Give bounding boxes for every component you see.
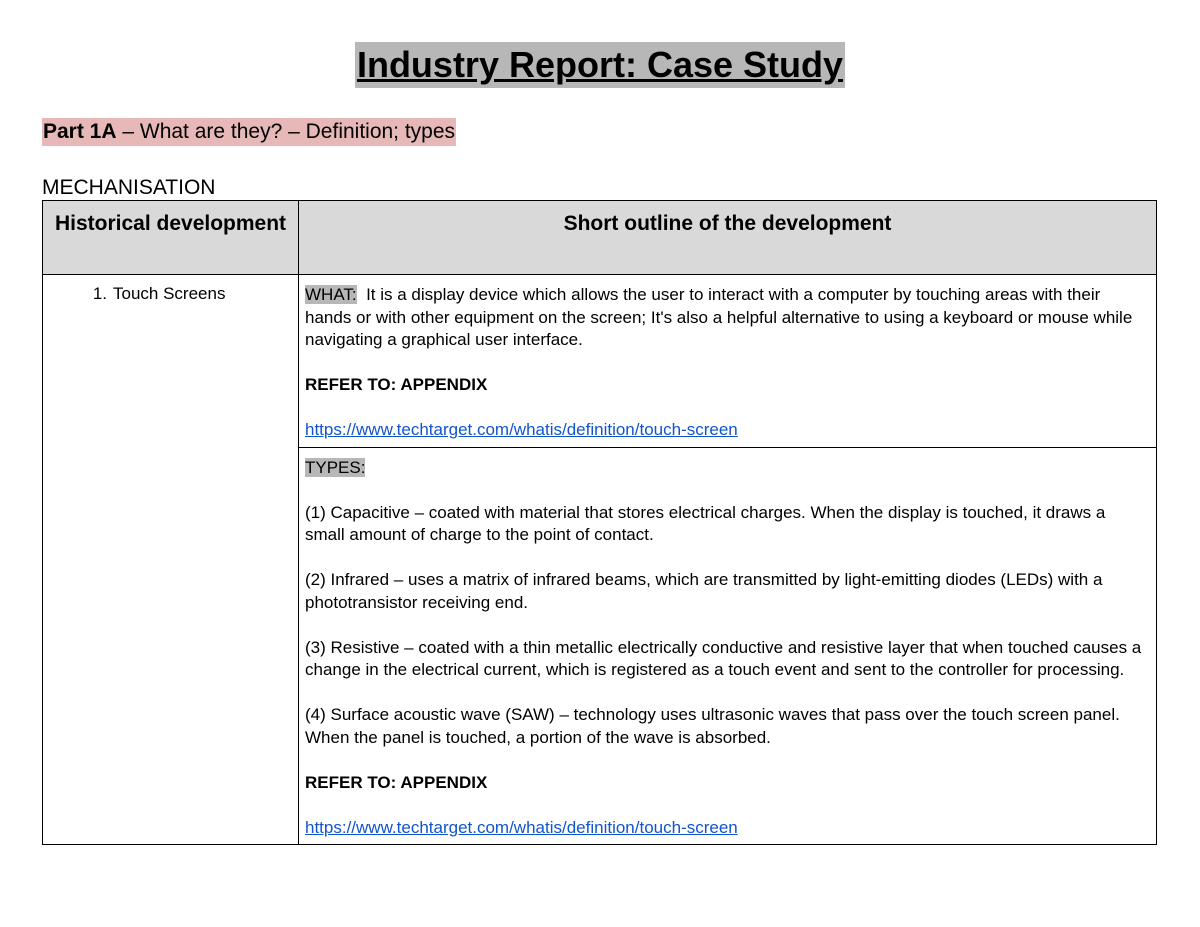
development-table [42, 200, 1157, 845]
what-link-paragraph [305, 419, 1148, 442]
what-prefix: WHAT: [305, 285, 357, 304]
table-header-row [43, 201, 1157, 275]
types-cell [299, 447, 1157, 845]
row-label-cell [43, 275, 299, 845]
what-paragraph [305, 284, 1148, 352]
section-heading: MECHANISATION [42, 176, 216, 199]
header-historical-development: Historical development [43, 201, 299, 275]
what-refer: REFER TO: APPENDIX [305, 375, 488, 394]
list-number: 1. [92, 284, 107, 303]
row-label: Touch Screens [113, 284, 226, 303]
part-label: Part 1A [43, 120, 117, 143]
types-link-paragraph [305, 817, 1148, 840]
type-item-saw: (4) Surface acoustic wave (SAW) – technology uses ultrasonic waves that pass over the touch screen panel. When the panel is touched, a portion of the wave is absorbed. [305, 705, 1120, 747]
type-item-capacitive: (1) Capacitive – coated with material that stores electrical charges. When the display is touched, it draws a small amount of charge to the point of contact. [305, 502, 1106, 544]
part-heading [42, 118, 456, 146]
table-row [43, 275, 1157, 448]
part-description: – What are they? – Definition; types [116, 120, 456, 143]
types-link[interactable]: https://www.techtarget.com/whatis/definition/touch-screen [305, 817, 738, 837]
type-item-infrared: (2) Infrared – uses a matrix of infrared beams, which are transmitted by light-emitting diodes (LEDs) with a phototransistor receiving end. [305, 570, 1103, 612]
types-refer: REFER TO: APPENDIX [305, 772, 488, 792]
type-item-resistive: (3) Resistive – coated with a thin metallic electrically conductive and resistive layer that when touched causes a change in the electrical current, which is registered as a touch event and sent to the controller for processing. [305, 637, 1142, 679]
title-wrapper [0, 42, 1200, 88]
header-short-outline: Short outline of the development [299, 201, 1157, 275]
document-title: Industry Report: Case Study [355, 42, 845, 88]
what-text: It is a display device which allows the user to interact with a computer by touching areas with their hands or with other equipment on the screen; It's also a helpful alternative to using a keyboard or mouse while navigating a graphical user interface. [305, 285, 1138, 349]
types-heading: TYPES: [305, 457, 366, 477]
what-cell [299, 275, 1157, 448]
list-item [43, 283, 298, 305]
what-link[interactable]: https://www.techtarget.com/whatis/definition/touch-screen [305, 420, 738, 439]
types-heading-paragraph [305, 457, 1148, 480]
